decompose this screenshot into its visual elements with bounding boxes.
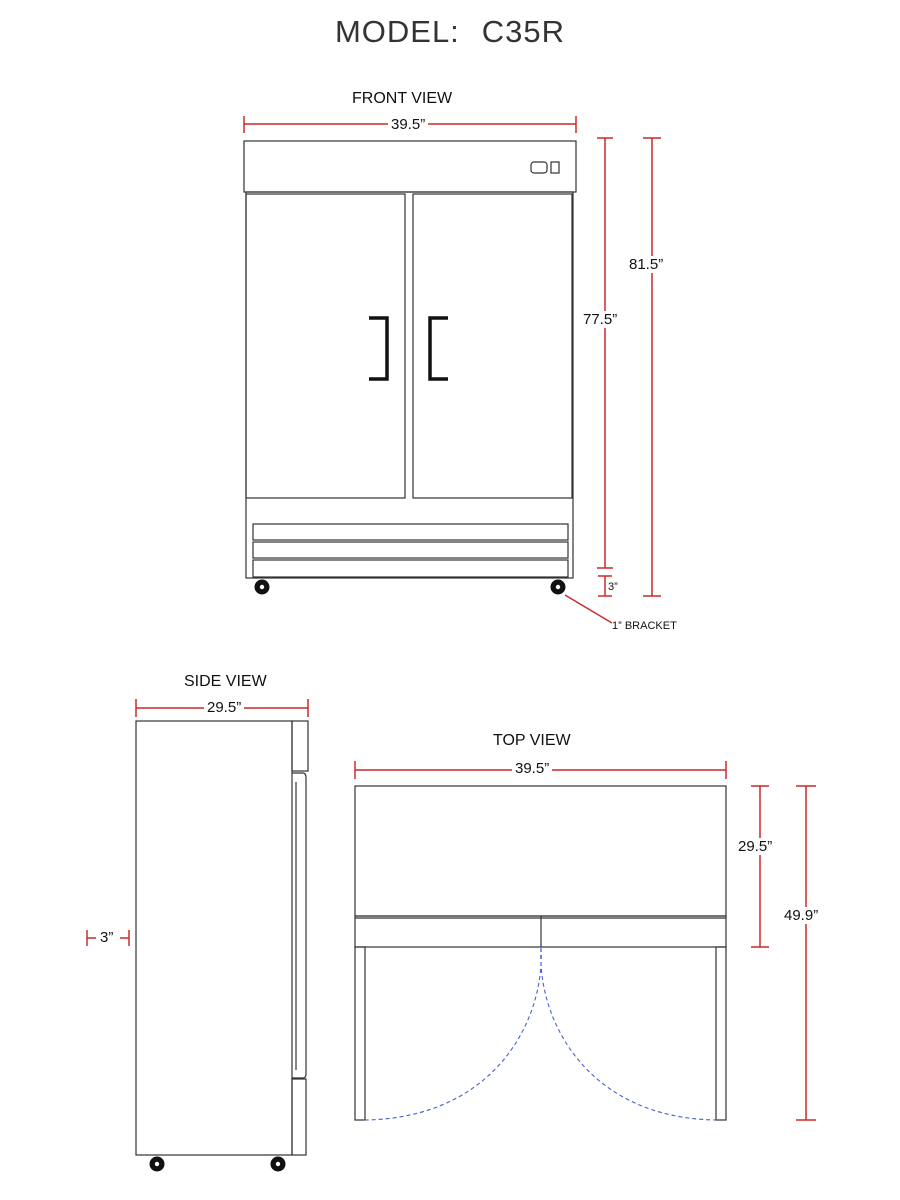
top-view-label: TOP VIEW [493,732,571,749]
grille-slat-1 [253,524,568,540]
right-door-open [716,947,726,1120]
side-cabinet-body [136,721,292,1155]
front-overall-height-label: 81.5” [629,256,664,273]
grille-slat-2 [253,542,568,558]
bracket-leader-line [565,595,612,623]
side-offset-label: 3” [100,929,114,946]
top-view-cabinet [355,786,726,1120]
side-base-grille [292,1079,306,1155]
grille-slat-3 [253,560,568,577]
left-door [246,194,405,498]
side-view [87,699,308,1172]
left-door-open [355,947,365,1120]
front-view-label: FRONT VIEW [352,90,453,107]
right-door-swing [541,948,716,1120]
right-door [413,194,572,498]
top-width-label: 39.5” [512,760,552,777]
temperature-display [531,162,547,173]
front-cabinet-height-dimension [597,138,613,568]
left-door-handle [369,318,387,379]
top-depth-label: 29.5” [738,838,773,855]
side-view-cabinet [136,721,308,1172]
left-door-swing [365,948,541,1120]
top-view [355,761,819,1120]
front-overall-height-dimension [643,138,661,596]
side-top-panel [292,721,308,771]
top-cabinet-body [355,786,726,916]
bracket-note: 1” BRACKET [612,620,677,632]
door-swing-arcs [365,948,716,1120]
front-view-cabinet [244,141,576,595]
front-caster-height-label: 3” [608,581,618,593]
right-door-handle [430,318,448,379]
power-switch [551,162,559,173]
top-open-depth-dimension [796,786,816,1120]
side-view-label: SIDE VIEW [184,673,267,690]
model-prefix: MODEL: [334,14,460,49]
front-width-label: 39.5” [388,116,428,133]
top-open-depth-label: 49.9” [784,907,819,924]
front-top-panel [244,141,576,192]
top-depth-dimension [751,786,769,947]
front-view [244,116,664,623]
side-depth-label: 29.5” [204,699,244,716]
side-door [292,773,306,1078]
front-cabinet-height-label: 77.5” [583,311,618,328]
model-number: C35R [481,14,566,49]
front-cabinet-body [246,192,573,578]
